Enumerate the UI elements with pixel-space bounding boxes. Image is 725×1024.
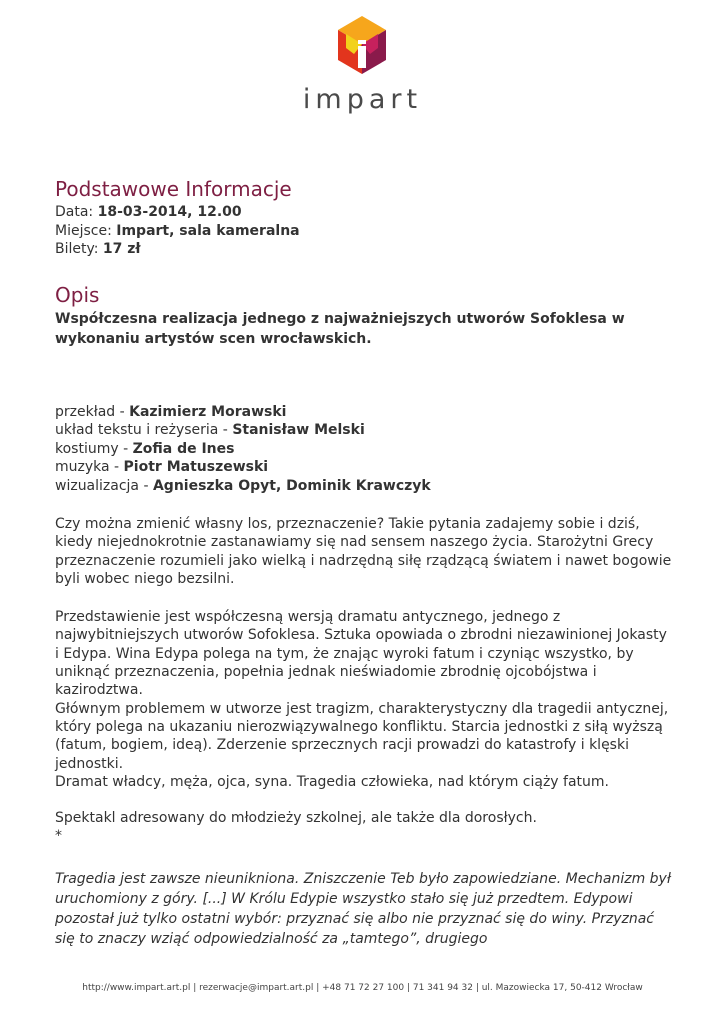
description-lead: Współczesna realizacja jednego z najważniejszych utworów Sofoklesa w wykonaniu artystów scen wrocławskich. <box>55 310 625 347</box>
date-line <box>55 203 675 222</box>
date-label: Data: <box>55 204 98 220</box>
place-value: Impart, sala kameralna <box>116 222 300 239</box>
impart-logo-text: impart <box>302 84 423 115</box>
tickets-line <box>55 240 675 259</box>
credit-name: Kazimierz Morawski <box>129 403 287 420</box>
credit-role: układ tekstu i reżyseria - <box>55 422 233 438</box>
credit-name: Piotr Matuszewski <box>123 459 269 475</box>
quote-paragraph: Tragedia jest zawsze nieunikniona. Zniszczenie Teb było zapowiedziane. Mechanizm był uruchomiony z góry. [...] W Królu Edypie wszystko stało się już przedtem. Edypowi pozostał już tylko ostatni wybór: przyznać się albo nie przyznać się do winy. Przyznać się to znaczy wziąć odpowiedzialność za „tamtego”, drugiego <box>55 870 671 947</box>
impart-logo <box>300 12 425 120</box>
impart-logo-mark-icon <box>334 16 390 76</box>
footer-contact: http://www.impart.art.pl | rezerwacje@impart.art.pl | +48 71 72 27 100 | 71 341 94 32 | ul. Mazowiecka 17, 50-412 Wrocław <box>82 983 643 993</box>
paragraph-drama: Dramat władcy, męża, ojca, syna. Tragedia człowieka, nad którym ciąży fatum. <box>55 773 609 790</box>
main-content <box>55 175 675 949</box>
credit-line <box>55 440 675 459</box>
tickets-label: Bilety: <box>55 241 103 257</box>
credit-role: kostiumy - <box>55 440 133 457</box>
basic-info-heading: Podstawowe Informacje <box>55 177 292 201</box>
credits-list <box>55 403 675 496</box>
credit-line <box>55 458 675 477</box>
description-heading: Opis <box>55 282 100 307</box>
credit-name: Agnieszka Opyt, Dominik Krawczyk <box>152 477 431 494</box>
asterisk-separator: * <box>55 828 62 845</box>
credit-role: wizualizacja - <box>55 477 153 494</box>
credit-name: Zofia de Ines <box>132 440 235 457</box>
paragraph-tragedy: Głównym problemem w utworze jest tragizm, charakterystyczny dla tragedii antycznej, który polega na ukazaniu nierozwiązywalnego konfliktu. Starcia jednostki z siłą wyższą (fatum, bogiem, ideą). Zderzenie sprzecznych racji prowadzi do katastrofy i klęski jednostki. <box>55 700 669 772</box>
credit-name: Stanisław Melski <box>232 422 365 438</box>
credit-line <box>55 421 675 440</box>
credit-line <box>55 477 675 496</box>
paragraph-performance: Przedstawienie jest współczesną wersją dramatu antycznego, jednego z najwybitniejszych utworów Sofoklesa. Sztuka opowiada o zbrodni niezawinionej Jokasty i Edypa. Wina Edypa polega na tym, że znając wyroki fatum i czyniąc wszystko, by uniknąć przeznaczenia, popełnia jednak nieświadomie zbrodnię ojcobójstwa i kazirodztwa. <box>55 609 667 699</box>
credit-role: muzyka - <box>55 459 124 475</box>
paragraph-audience: Spektakl adresowany do młodzieży szkolnej, ale także dla dorosłych. <box>55 810 537 827</box>
place-label: Miejsce: <box>55 222 117 239</box>
place-line <box>55 222 675 241</box>
paragraph-fate: Czy można zmienić własny los, przeznaczenie? Takie pytania zadajemy sobie i dziś, kiedy niejednokrotnie zastanawiamy się nad sensem naszego życia. Starożytni Grecy przeznaczenie rozumieli jako wielką i nadrzędną siłę rządzącą światem i nawet bogowie byli wobec niego bezsilni. <box>55 516 672 587</box>
date-value: 18-03-2014, 12.00 <box>97 204 242 220</box>
credit-line <box>55 403 675 422</box>
basic-info-section <box>55 175 675 259</box>
credit-role: przekład - <box>55 403 130 420</box>
tickets-value: 17 zł <box>102 241 141 257</box>
description-section <box>55 281 675 949</box>
